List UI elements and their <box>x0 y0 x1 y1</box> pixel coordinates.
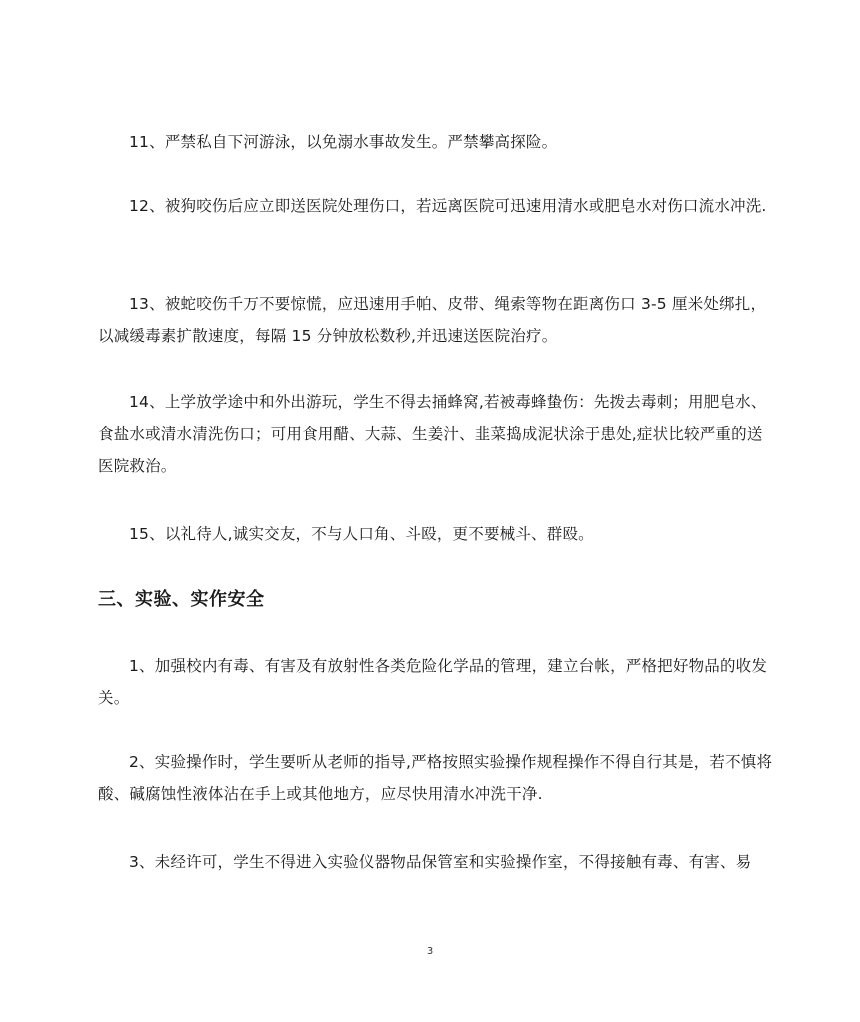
paragraph-item-2: 2、实验操作时，学生要听从老师的指导,严格按照实验操作规程操作不得自行其是，若不慎将酸、碱腐蚀性液体沾在手上或其他地方，应尽快用清水冲洗干净. <box>98 753 773 803</box>
paragraph-item-13: 13、被蛇咬伤千万不要惊慌，应迅速用手帕、皮带、绳索等物在距离伤口 3-5 厘米处绑扎，以减缓毒素扩散速度，每隔 15 分钟放松数秒,并迅速送医院治疗。 <box>98 295 767 345</box>
page-number: 3 <box>426 946 434 957</box>
paragraph-item-12: 12、被狗咬伤后应立即送医院处理伤口，若远离医院可迅速用清水或肥皂水对伤口流水冲洗. <box>129 197 767 215</box>
paragraph-item-1: 1、加强校内有毒、有害及有放射性各类危险化学品的管理，建立台帐，严格把好物品的收发关。 <box>98 657 768 707</box>
section-heading: 三、实验、实作安全 <box>98 589 265 610</box>
paragraph-item-11: 11、严禁私自下河游泳，以免溺水事故发生。严禁攀高探险。 <box>129 133 558 151</box>
paragraph-item-15: 15、以礼待人,诚实交友，不与人口角、斗殴，更不要械斗、群殴。 <box>129 525 594 543</box>
paragraph-item-3: 3、未经许可，学生不得进入实验仪器物品保管室和实验操作室，不得接触有毒、有害、易 <box>129 853 752 871</box>
paragraph-item-14: 14、上学放学途中和外出游玩，学生不得去捅蜂窝,若被毒蜂蛰伤：先拨去毒刺；用肥皂水、食盐水或清水清洗伤口；可用食用醋、大蒜、生姜汁、韭菜捣成泥状涂于患处,症状比较严重的送医院救治。 <box>98 393 767 475</box>
